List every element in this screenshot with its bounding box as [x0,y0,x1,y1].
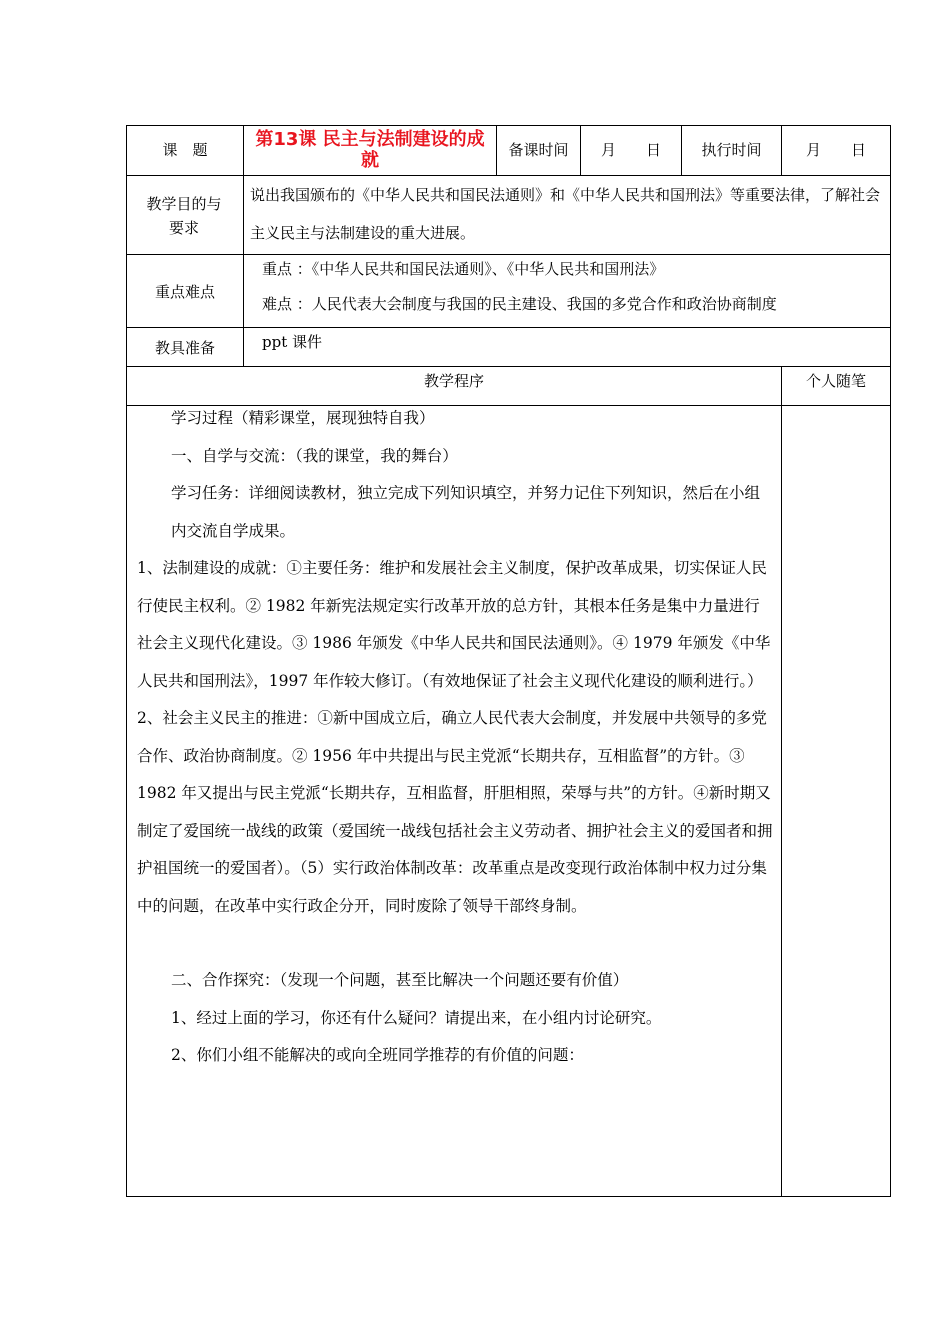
paragraph: 一、自学与交流：（我的课堂，我的舞台） [171,446,458,465]
lesson-title: 第13课 民主与法制建设的成就 [255,129,485,171]
row-divider [126,254,891,255]
tools-text: ppt 课件 [262,333,323,351]
procedure-label: 教学程序 [423,372,484,390]
tools-label: 教具准备 [154,339,215,357]
prep-time-label: 备课时间 [508,141,569,159]
row-divider [126,327,891,328]
prep-date: 月 日 [600,141,661,159]
paragraph: 1、法制建设的成就：①主要任务：维护和发展社会主义制度，保护改革成果，切实保证人民行使民主权利。② 1982 年新宪法规定实行改革开放的总方针，其根本任务是集中力量进行社会主义现代化建设。③ 1986 年颁发《中华人民共和国民法通则》。④ 1979 年颁发《中华人民共和国刑法》，1997 年作较大修订。（有效地保证了社会主义现代化建设的顺利进行。） [137,559,771,690]
col-divider [243,125,244,366]
procedure-body [137,400,773,1075]
key-point-difficulty: 难点 ：人民代表大会制度与我国的民主建设、我国的多党合作和政治协商制度 [262,295,777,313]
lesson-label: 课 题 [162,141,208,159]
exec-date: 月 日 [805,141,866,159]
paragraph: 学习过程（精彩课堂，展现独特自我） [171,409,435,427]
paragraph: 二、合作探究：（发现一个问题，甚至比解决一个问题还要有价值） [171,971,629,989]
notes-label: 个人随笔 [805,372,866,390]
key-point-focus: 重点 ：《中华人民共和国民法通则》、《中华人民共和国刑法》 [262,260,665,278]
goals-text: 说出我国颁布的《中华人民共和国民法通则》和《中华人民共和国刑法》等重要法律，了解社会主义民主与法制建设的重大进展。 [250,186,881,242]
paragraph: 学习任务：详细阅读教材，独立完成下列知识填空，并努力记住下列知识，然后在小组内交流自学成果。 [171,484,761,540]
paragraph: 2、你们小组不能解决的或向全班同学推荐的有价值的问题： [171,1046,584,1064]
paragraph: 1、经过上面的学习，你还有什么疑问？请提出来，在小组内讨论研究。 [171,1008,662,1027]
exec-time-label: 执行时间 [701,141,762,159]
goals-label: 教学目的与要求 [146,195,222,237]
col-divider [781,366,782,1197]
paragraph: 2、社会主义民主的推进：①新中国成立后，确立人民代表大会制度，并发展中共领导的多党合作、政治协商制度。② 1956 年中共提出与民主党派“长期共存，互相监督”的方针。③ 1982 年又提出与民主党派“长期共存，互相监督，肝胆相照，荣辱与共”的方针。④新时期又制定了爱国统一战线的政策（爱国统一战线包括社会主义劳动者、拥护社会主义的爱国者和拥护祖国统一的爱国者）。（5）实行政治体制改革：改革重点是改变现行政治体制中权力过分集中的问题，在改革中实行政企分开，同时废除了领导干部终身制。 [137,709,773,915]
key-points-label: 重点难点 [154,283,215,301]
row-divider [126,366,891,367]
